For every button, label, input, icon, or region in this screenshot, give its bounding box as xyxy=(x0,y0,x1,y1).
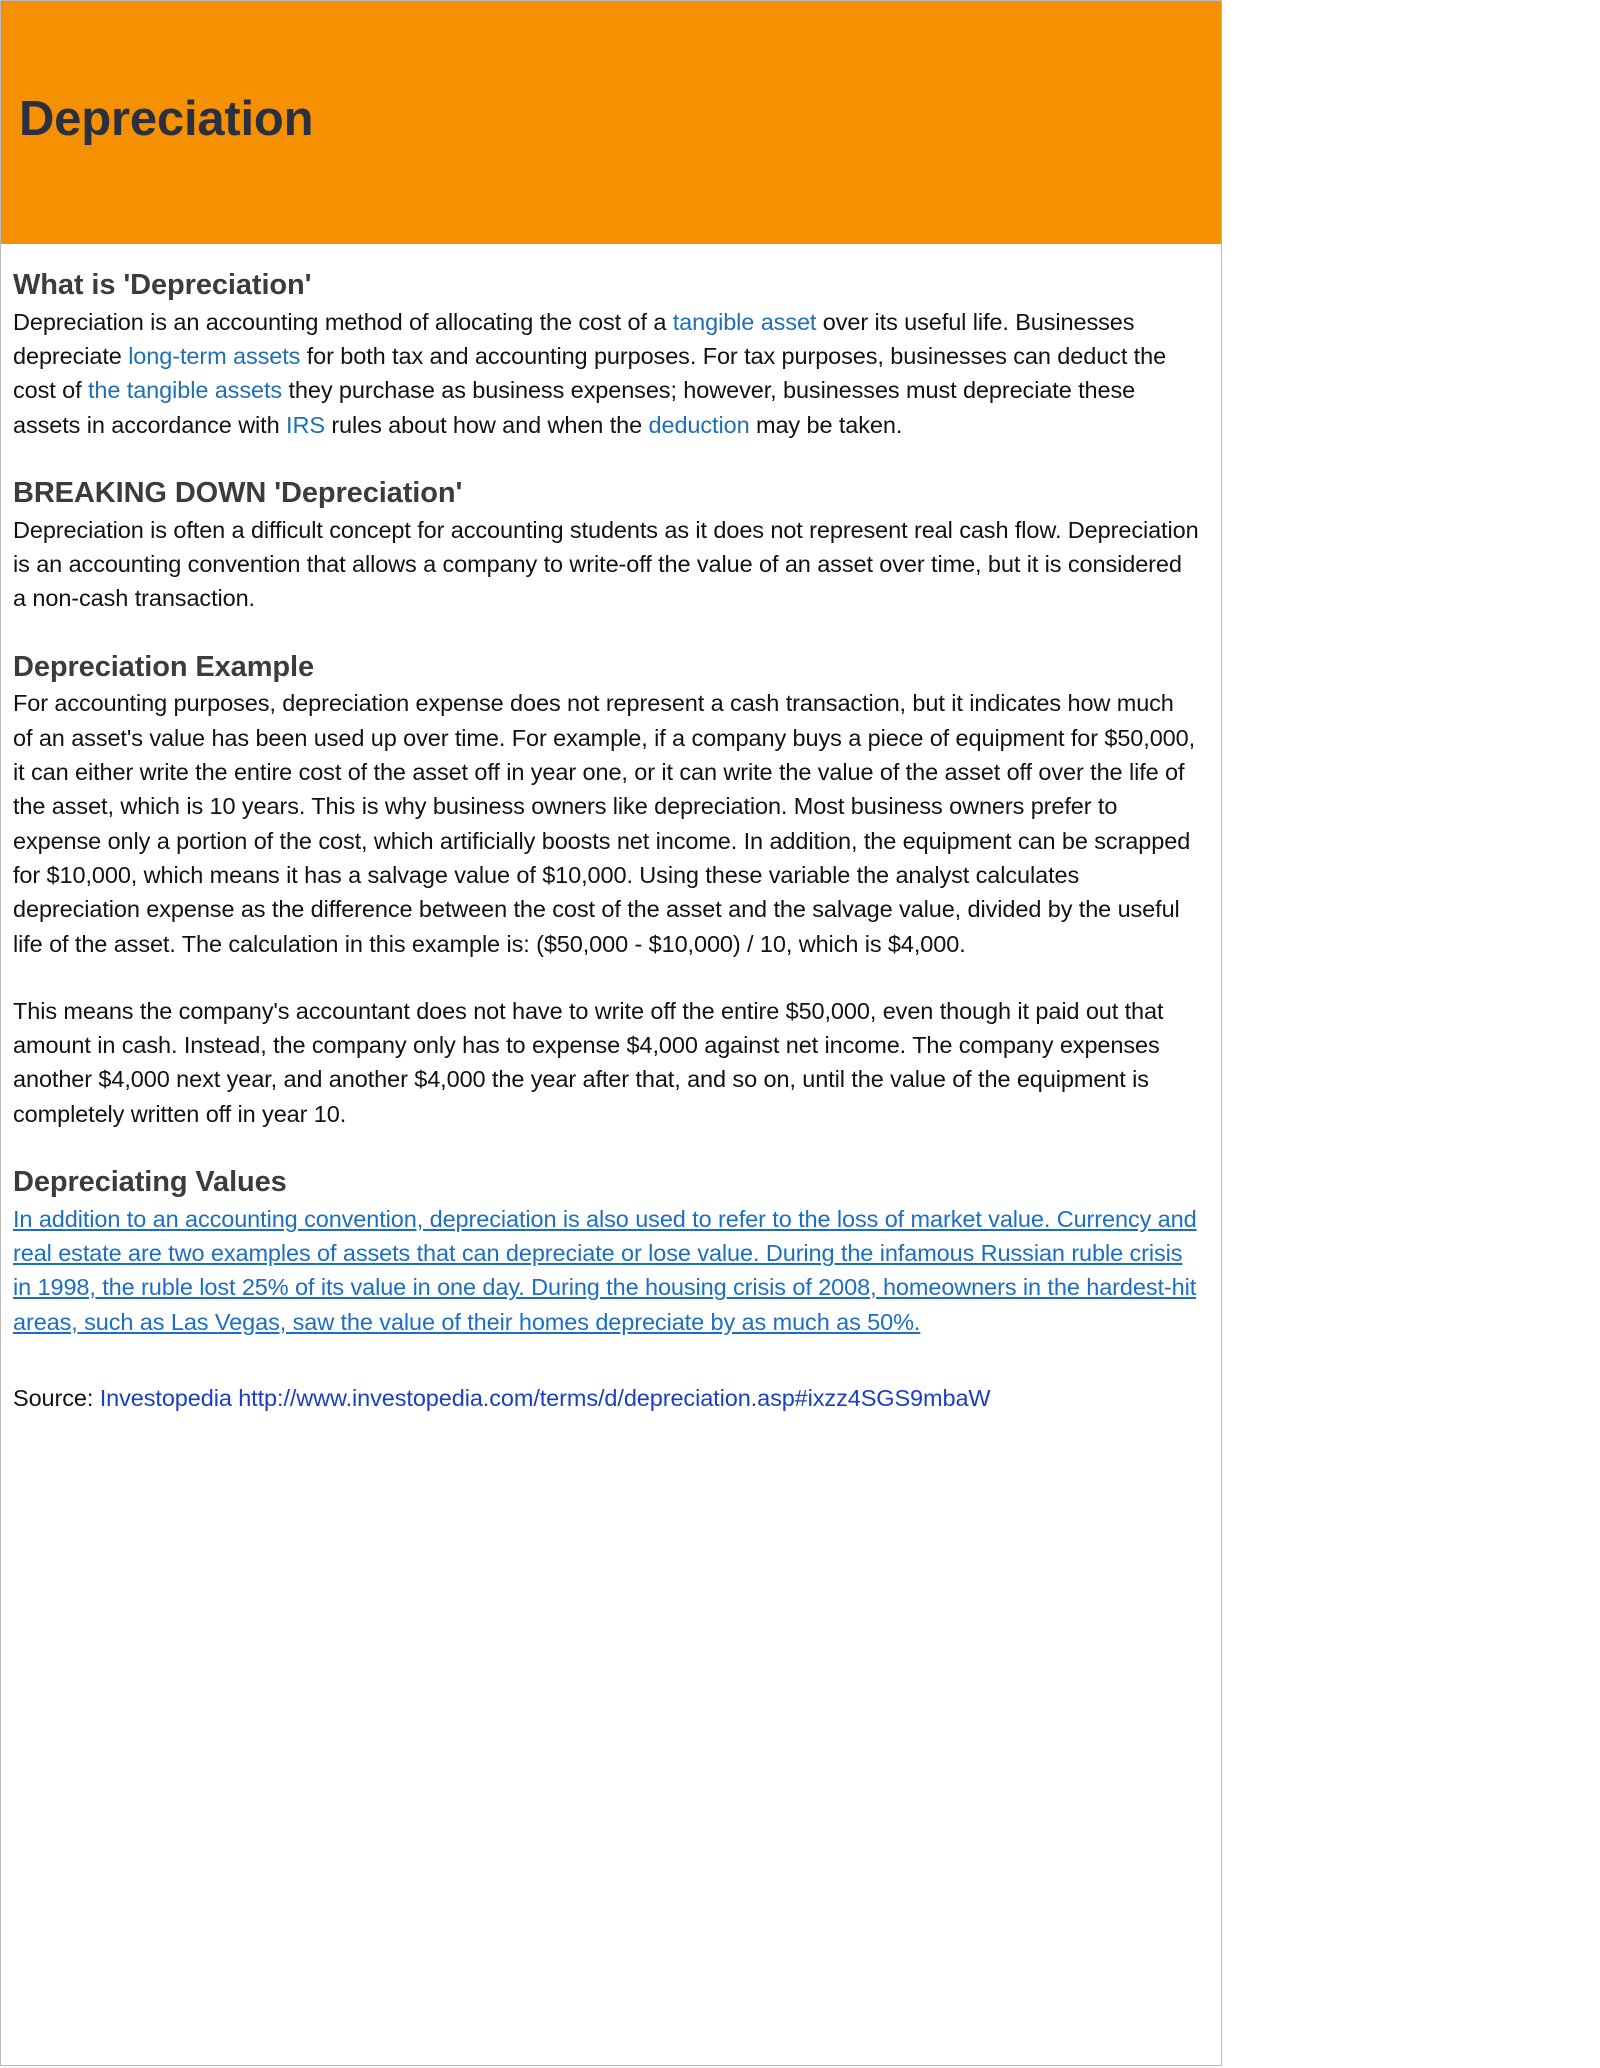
link-depreciating-values-block[interactable]: In addition to an accounting convention, depreciation is also used to refer to the loss of market value. Currency and real estate are two examples of assets that can depreciate or lose value. During the infamous Russian ruble crisis in 1998, the ruble lost 25% of its value in one day. During the housing crisis of 2008, homeowners in the hardest-hit areas, such as Las Vegas, saw the value of their homes depreciate by as much as 50%. xyxy=(13,1205,1197,1335)
link-long-term-assets[interactable]: long-term assets xyxy=(128,343,301,370)
link-irs[interactable]: IRS xyxy=(286,411,325,438)
paragraph-example-2: This means the company's accountant does not have to write off the entire $50,000, even though it paid out that amount in cash. Instead, the company only has to expense $4,000 against net income. The company expenses another $4,000 next year, and another $4,000 the year after that, and so on, until the value of the equipment is completely written off in year 10. xyxy=(13,997,1164,1127)
section-heading-what-is: What is 'Depreciation' xyxy=(13,269,312,301)
source-link[interactable]: Investopedia http://www.investopedia.com/terms/d/depreciation.asp#ixzz4SGS9mbaW xyxy=(99,1385,991,1412)
section-heading-example: Depreciation Example xyxy=(13,650,314,683)
page-title: Depreciation xyxy=(19,92,314,146)
text-fragment: for both tax and accounting purposes. For tax purposes, businesses can deduct the cost of xyxy=(13,343,1167,404)
section-heading-breaking-down: BREAKING DOWN 'Depreciation' xyxy=(13,476,463,509)
link-tangible-asset[interactable]: tangible asset xyxy=(672,308,817,335)
link-deduction[interactable]: deduction xyxy=(648,411,750,438)
page-banner xyxy=(1,1,1221,244)
paragraph-what-is xyxy=(13,305,1199,442)
paragraph-depreciating-values xyxy=(13,1202,1199,1339)
paragraph-breaking-down: Depreciation is often a difficult concept for accounting students as it does not represent real cash flow. Depreciation is an accounting convention that allows a company to write-off the value of an asset over time, but it is considered a non-cash transaction. xyxy=(13,516,1199,612)
document-body xyxy=(1,244,1221,1415)
section-heading-depreciating-values: Depreciating Values xyxy=(13,1166,287,1199)
text-fragment: over its useful life. Businesses depreciate xyxy=(13,308,1135,370)
text-fragment: Depreciation is an accounting method of allocating the cost of a xyxy=(13,308,673,335)
source-label: Source: xyxy=(13,1385,100,1412)
text-fragment: they purchase as business expenses; however, businesses must depreciate these assets in accordance with xyxy=(13,377,1136,438)
source-line xyxy=(13,1381,1199,1415)
text-fragment: rules about how and when the xyxy=(324,411,649,438)
paragraph-example-1: For accounting purposes, depreciation expense does not represent a cash transaction, but it indicates how much of an asset's value has been used up over time. For example, if a company buys a piece of equipment for $50,000, it can either write the entire cost of the asset off in year one, or it can write the value of the asset off over the life of the asset, which is 10 years. This is why business owners like depreciation. Most business owners prefer to expense only a portion of the cost, which artificially boosts net income. In addition, the equipment can be scrapped for $10,000, which means it has a salvage value of $10,000. Using these variable the analyst calculates depreciation expense as the difference between the cost of the asset and the salvage value, divided by the useful life of the asset. The calculation in this example is: ($50,000 - $10,000) / 10, which is $4,000. xyxy=(13,690,1196,957)
text-fragment: may be taken. xyxy=(749,411,903,438)
link-the-tangible-assets[interactable]: the tangible assets xyxy=(87,377,283,404)
